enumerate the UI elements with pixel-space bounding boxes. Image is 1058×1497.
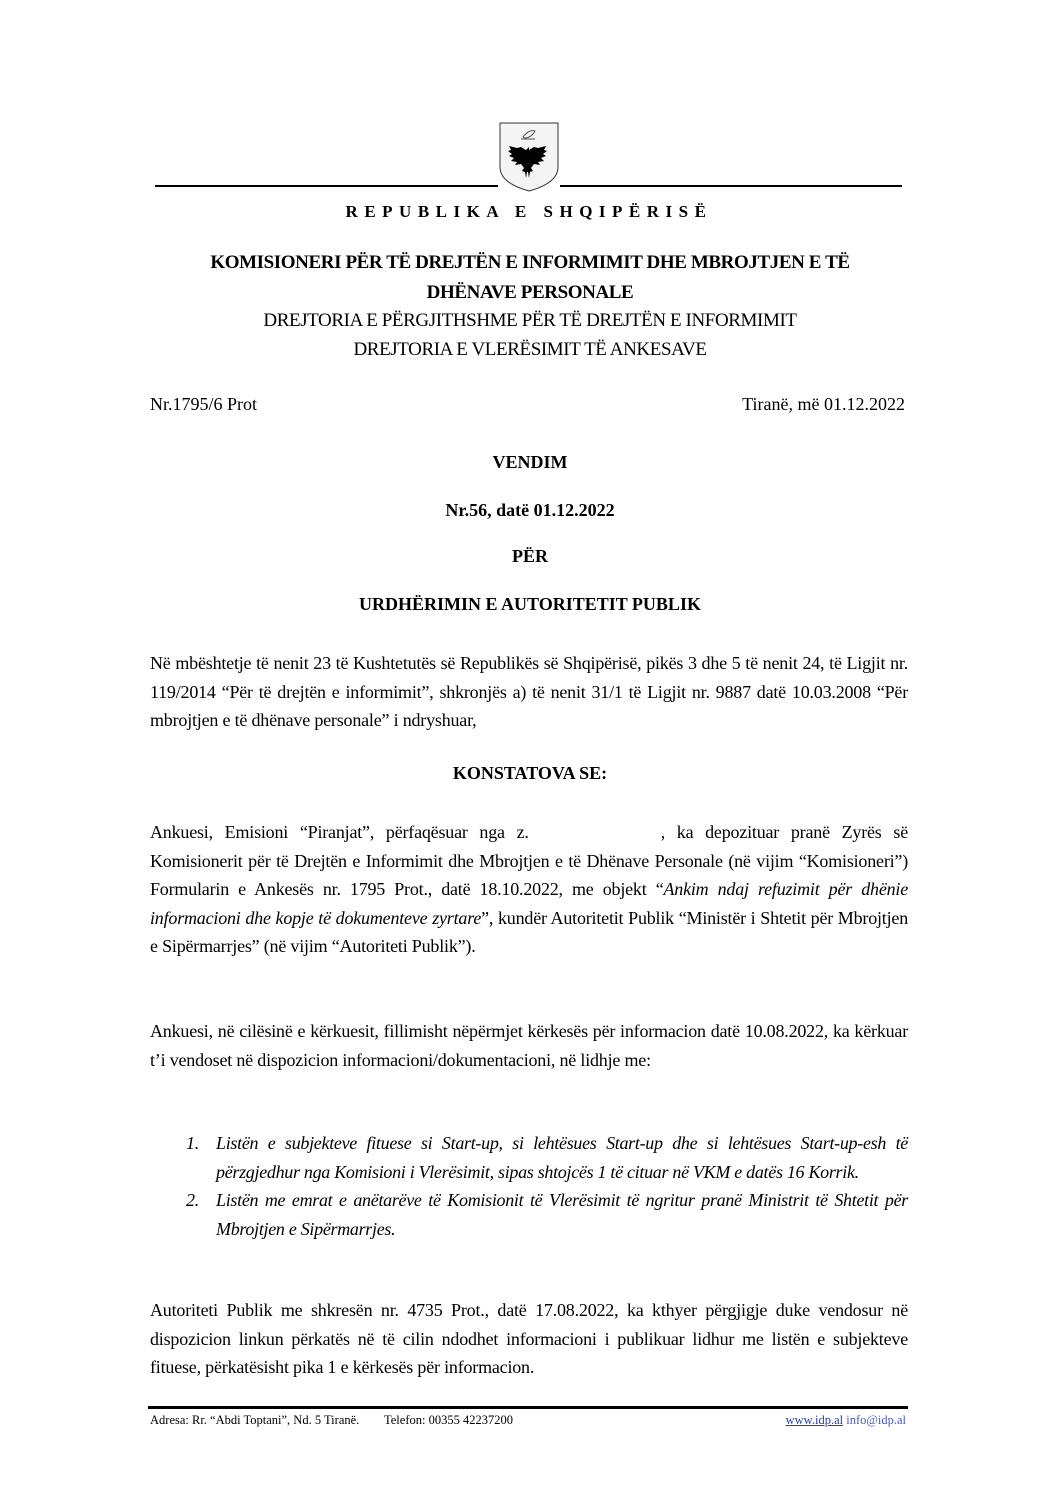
website-link[interactable]: www.idp.al [785,1413,844,1427]
list-item-number: 2. [186,1190,199,1210]
header-rule-left [155,185,498,187]
header-rule-right [560,185,902,187]
list-item [186,1186,908,1243]
email-link[interactable]: info@idp.al [846,1413,906,1427]
decision-subject: URDHËRIMIN E AUTORITETIT PUBLIK [359,594,701,614]
institution-name-line1: KOMISIONERI PËR TË DREJTËN E INFORMIMIT DHE MBROJTJEN E TË [210,252,850,273]
coat-of-arms-icon [498,121,560,193]
response-paragraph: Autoriteti Publik me shkresën nr. 4735 Prot., datë 17.08.2022, ka kthyer përgjigje duke vendosur në dispozicion linkun përkatës në të cilin ndodhet informacioni i publikuar lidhur me listën e subjekteve fituese, përkatësisht pika 1 e kërkesës për informacion. [150,1300,908,1377]
complaint-text-end: ”, kundër Autoritetit Publik “Ministër i Shtetit për Mbrojtjen e Sipërmarrjes” (në vijim “Autoriteti Publik”). [150,907,908,956]
directorate-general: DREJTORIA E PËRGJITHSHME PËR TË DREJTËN E INFORMIMIT [263,310,797,331]
footer-address: Adresa: Rr. “Abdi Toptani”, Nd. 5 Tiranë. [150,1413,360,1427]
protocol-number: Nr.1795/6 Prot [150,394,258,414]
footer-phone: Telefon: 00355 42237200 [384,1413,513,1427]
list-item [186,1129,908,1186]
decision-for: PËR [512,546,548,566]
directorate: DREJTORIA E VLERËSIMIT TË ANKESAVE [353,339,707,360]
republic-heading: REPUBLIKA E SHQIPËRISË [345,202,713,221]
place-date: Tiranë, më 01.12.2022 [742,394,905,414]
complaint-paragraph [150,818,908,961]
decision-number-date: Nr.56, datë 01.12.2022 [445,500,615,520]
findings-heading: KONSTATOVA SE: [452,763,608,783]
list-item-number: 1. [186,1133,199,1153]
request-paragraph: Ankuesi, në cilësinë e kërkuesit, fillimisht nëpërmjet kërkesës për informacion datë 10.08.2022, ka kërkuar t’i vendoset në dispozicion informacioni/dokumentacioni, në lidhje me: [150,1021,908,1070]
footer-links [786,1413,906,1428]
requests-list [186,1129,908,1243]
list-item-text: Listën e subjekteve fituese si Start-up, si lehtësues Start-up dhe si lehtësues Start-up-esh të përzgjedhur nga Komisioni i Vlerësimit, sipas shtojcës 1 të cituar në VKM e datës 16 Korrik. [216,1133,908,1182]
complaint-text-start: Ankuesi, Emisioni “Piranjat”, përfaqësuar nga z. [150,822,529,842]
list-item-text: Listën me emrat e anëtarëve të Komisionit të Vlerësimit të ngritur pranë Ministrit të Shtetit për Mbrojtjen e Sipërmarrjes. [216,1190,908,1239]
complaint-text-middle: , ka depozituar pranë Zyrës së Komisionerit për të Drejtën e Informimit dhe Mbrojtjen e të Dhënave Personale (në vijim “Komisioneri”) Formularin e Ankesës nr. 1795 Prot., datë 18.10.2022, me objekt “ [150,822,908,899]
legal-basis-paragraph: Në mbështetje të nenit 23 të Kushtetutës së Republikës së Shqipërisë, pikës 3 dhe 5 të nenit 24, të Ligjit nr. 119/2014 “Për të drejtën e informimit”, shkronjës a) të nenit 31/1 të Ligjit nr. 9887 datë 10.03.2008 “Për mbrojtjen e të dhënave personale” i ndryshuar, [150,653,908,730]
decision-title: VENDIM [492,452,568,472]
footer-rule [148,1406,908,1409]
institution-name-line2: DHËNAVE PERSONALE [426,282,634,303]
complaint-object: Ankim ndaj refuzimit për dhënie informacioni dhe kopje të dokumenteve zyrtare [150,879,908,928]
